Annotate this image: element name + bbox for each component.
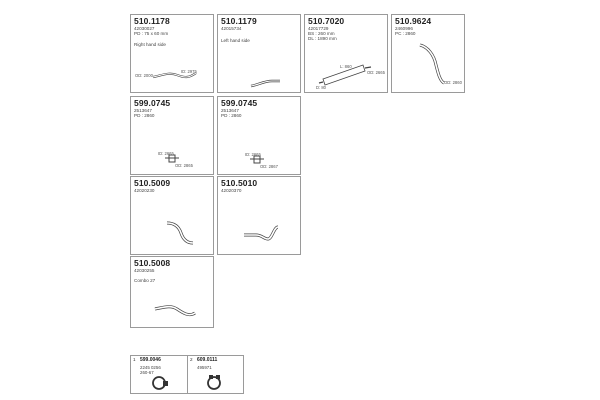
clamp-index: 2 xyxy=(190,357,193,362)
part-card-599-0745[interactable] xyxy=(130,96,214,175)
part-card-510-5009[interactable] xyxy=(130,176,214,255)
part-number: 2460996 xyxy=(395,26,413,31)
part-code: 510.1179 xyxy=(221,16,257,26)
part-number: 42030255 xyxy=(134,268,155,273)
dimension-label: OD: 2000 xyxy=(135,73,153,78)
part-spec: PD : 75 x 60 mm xyxy=(134,31,169,36)
exhaust-pipe-drawing xyxy=(131,15,215,94)
part-card-510-7020[interactable] xyxy=(304,14,388,93)
part-card-510-5010[interactable] xyxy=(217,176,301,255)
part-spec: BS : 260 mm xyxy=(308,31,335,36)
clamp-spec: 260-67 xyxy=(140,370,154,375)
part-code: 599.0745 xyxy=(134,98,171,108)
dimension-label: ID: 2665 xyxy=(158,151,174,156)
part-code: 599.0745 xyxy=(221,98,258,108)
part-card-510-5008[interactable] xyxy=(130,256,214,328)
part-spec: PD : 2860 xyxy=(221,113,242,118)
part-code: 510.5008 xyxy=(134,258,171,268)
part-spec: DL : 1890 mm xyxy=(308,36,337,41)
exhaust-pipe-drawing xyxy=(131,257,215,329)
part-card-599-0745[interactable] xyxy=(217,96,301,175)
part-number: 2513647 xyxy=(134,108,152,113)
part-card-510-9624[interactable] xyxy=(391,14,465,93)
exhaust-pipe-drawing xyxy=(392,15,466,94)
part-note: Combo 27 xyxy=(134,278,156,283)
part-number: 42020370 xyxy=(221,188,242,193)
part-code: 510.9624 xyxy=(395,16,432,26)
clamp-drawing xyxy=(218,97,302,176)
clamp-code: 609.0111 xyxy=(197,357,218,363)
clamp-part-number: 2245 0256 xyxy=(140,365,161,370)
part-number: 42020230 xyxy=(134,188,155,193)
part-code: 510.1178 xyxy=(134,16,170,26)
part-number: 42030027 xyxy=(134,26,155,31)
dimension-label: OD: 2860 xyxy=(444,80,462,85)
clamp-item-2[interactable] xyxy=(188,356,244,393)
part-note: Left hand side xyxy=(221,38,250,43)
dimension-label: OD: 2665 xyxy=(367,70,385,75)
part-spec: PC : 2860 xyxy=(395,31,416,36)
silencer-drawing xyxy=(305,15,389,94)
clamp-icon xyxy=(188,356,244,393)
part-code: 510.7020 xyxy=(308,16,345,26)
dimension-label: OD: 2865 xyxy=(175,163,193,168)
exhaust-pipe-drawing xyxy=(131,177,215,256)
part-number: 2513647 xyxy=(221,108,239,113)
dimension-label: ID: 2975 xyxy=(181,69,197,74)
clamp-part-number: 495971 xyxy=(197,365,212,370)
part-spec: PD : 2860 xyxy=(134,113,155,118)
clamp-item-1[interactable] xyxy=(131,356,187,393)
clamp-index: 1 xyxy=(133,357,136,362)
clamps-table xyxy=(130,355,244,394)
exhaust-pipe-drawing xyxy=(218,15,302,94)
part-code: 510.5009 xyxy=(134,178,171,188)
part-card-510-1178[interactable] xyxy=(130,14,214,93)
exhaust-pipe-drawing xyxy=(218,177,302,256)
clamp-icon xyxy=(131,356,187,393)
part-card-510-1179[interactable] xyxy=(217,14,301,93)
part-note: Right hand side xyxy=(134,42,166,47)
part-number: 42015734 xyxy=(221,26,242,31)
clamp-code: 599.0046 xyxy=(140,357,161,363)
dimension-label: L: 860 xyxy=(340,64,352,69)
part-number: 42017729 xyxy=(308,26,329,31)
dimension-label: ID: 2665 xyxy=(245,152,261,157)
dimension-label: OD: 2867 xyxy=(260,164,278,169)
dimension-label: D: 80 xyxy=(316,85,327,90)
clamp-drawing xyxy=(131,97,215,176)
part-code: 510.5010 xyxy=(221,178,258,188)
